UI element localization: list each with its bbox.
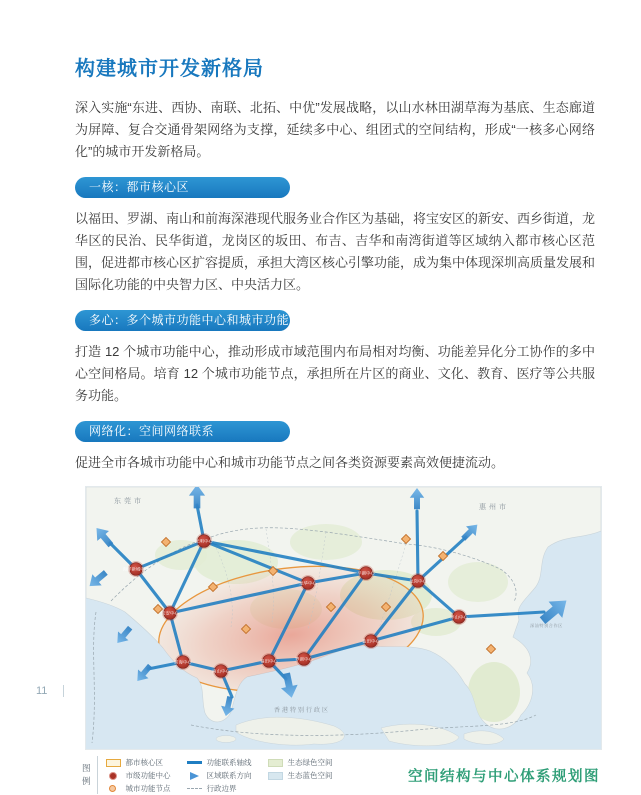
svg-text:福田中心: 福田中心 bbox=[260, 658, 278, 664]
planning-map bbox=[85, 486, 602, 750]
map-region-label: 惠州市 bbox=[479, 504, 509, 511]
map-legend-row bbox=[82, 756, 600, 795]
svg-text:南山中心: 南山中心 bbox=[212, 668, 230, 674]
svg-text:罗湖中心: 罗湖中心 bbox=[295, 656, 313, 662]
svg-text:盐田中心: 盐田中心 bbox=[362, 638, 380, 644]
legend-label: 生态蓝色空间 bbox=[287, 771, 333, 780]
map-region-label: 香港特别行政区 bbox=[274, 708, 331, 714]
legend-swatch-eco-blue bbox=[268, 772, 283, 780]
svg-text:平湖中心: 平湖中心 bbox=[357, 570, 375, 576]
page-number: 11 bbox=[36, 685, 48, 697]
legend-item bbox=[187, 756, 252, 769]
map-svg bbox=[86, 487, 601, 749]
legend-item bbox=[106, 756, 171, 769]
legend-label: 生态绿色空间 bbox=[287, 758, 333, 767]
legend-item bbox=[106, 782, 171, 795]
legend-swatch-admin-boundary bbox=[187, 788, 202, 789]
page-footer bbox=[36, 685, 64, 697]
map-region-label: 深汕特别合作区 bbox=[530, 623, 563, 628]
legend-grid bbox=[106, 756, 333, 795]
legend-item bbox=[106, 769, 171, 782]
badge-core: 一核：都市核心区 bbox=[75, 177, 290, 198]
footer-divider bbox=[63, 685, 64, 697]
svg-text:坪山中心: 坪山中心 bbox=[450, 614, 468, 620]
legend-swatch-link-arrow bbox=[190, 772, 199, 780]
legend-swatch-city-center bbox=[109, 772, 117, 780]
legend-label: 城市功能节点 bbox=[125, 784, 171, 793]
legend-label: 行政边界 bbox=[206, 784, 237, 793]
badge-multi-center: 多心：多个城市功能中心和城市功能节点 bbox=[75, 310, 290, 331]
svg-text:光明中心: 光明中心 bbox=[195, 538, 213, 544]
legend-title: 图 例 bbox=[82, 756, 98, 794]
legend-label: 区域联系方向 bbox=[206, 771, 252, 780]
section-network bbox=[75, 421, 595, 474]
section-multi-center bbox=[75, 310, 595, 407]
legend-label: 功能联系轴线 bbox=[206, 758, 252, 767]
legend-item bbox=[187, 769, 252, 782]
map-axis-line bbox=[417, 511, 418, 581]
section-core bbox=[75, 177, 595, 296]
legend-item bbox=[268, 756, 333, 769]
svg-text:前海中心: 前海中心 bbox=[174, 659, 192, 665]
map-region-label: 东莞市 bbox=[114, 498, 144, 505]
map-caption: 空间结构与中心体系规划图 bbox=[408, 769, 600, 785]
svg-text:龙岗中心: 龙岗中心 bbox=[409, 578, 427, 584]
legend-label: 市级功能中心 bbox=[125, 771, 171, 780]
map-islet bbox=[216, 736, 236, 743]
legend-item bbox=[268, 769, 333, 782]
legend-label: 都市核心区 bbox=[125, 758, 164, 767]
svg-text:海洋新城中心: 海洋新城中心 bbox=[122, 566, 150, 572]
badge-network: 网络化：空间网络联系 bbox=[75, 421, 290, 442]
section-network-body: 促进全市各城市功能中心和城市功能节点之间各类资源要素高效便捷流动。 bbox=[75, 455, 505, 470]
legend-swatch-axis-line bbox=[187, 761, 202, 764]
page-title: 构建城市开发新格局 bbox=[75, 58, 264, 80]
legend-swatch-core-area bbox=[106, 759, 121, 767]
svg-text:龙华中心: 龙华中心 bbox=[299, 580, 317, 586]
section-multi-center-body: 打造 12 个城市功能中心，推动形成市域范围内布局相对均衡、功能差异化分工协作的多中心空间格局。培育 12 个城市功能节点，承担所在片区的商业、文化、教育、医疗等公共服务功能。 bbox=[75, 344, 595, 403]
legend-item bbox=[187, 782, 252, 795]
legend-swatch-eco-green bbox=[268, 759, 283, 767]
intro-paragraph: 深入实施“东进、西协、南联、北拓、中优”发展战略，以山水林田湖草海为基底、生态廊道为屏障、复合交通骨架网络为支撑，延续多中心、组团式的空间结构，形成“一核多心网络化”的城市开发新格局。 bbox=[75, 100, 595, 159]
section-core-body: 以福田、罗湖、南山和前海深港现代服务业合作区为基础，将宝安区的新安、西乡街道，龙华区的民治、民华街道，龙岗区的坂田、布吉、吉华和南湾街道等区域纳入都市核心区范围，促进都市核心区扩容提质，承担大湾区核心引擎功能，成为集中体现深圳高质量发展和国际化功能的中央智力区、中央活力区。 bbox=[75, 211, 596, 292]
legend-swatch-city-node bbox=[109, 785, 116, 792]
svg-text:宝安中心: 宝安中心 bbox=[161, 610, 179, 616]
